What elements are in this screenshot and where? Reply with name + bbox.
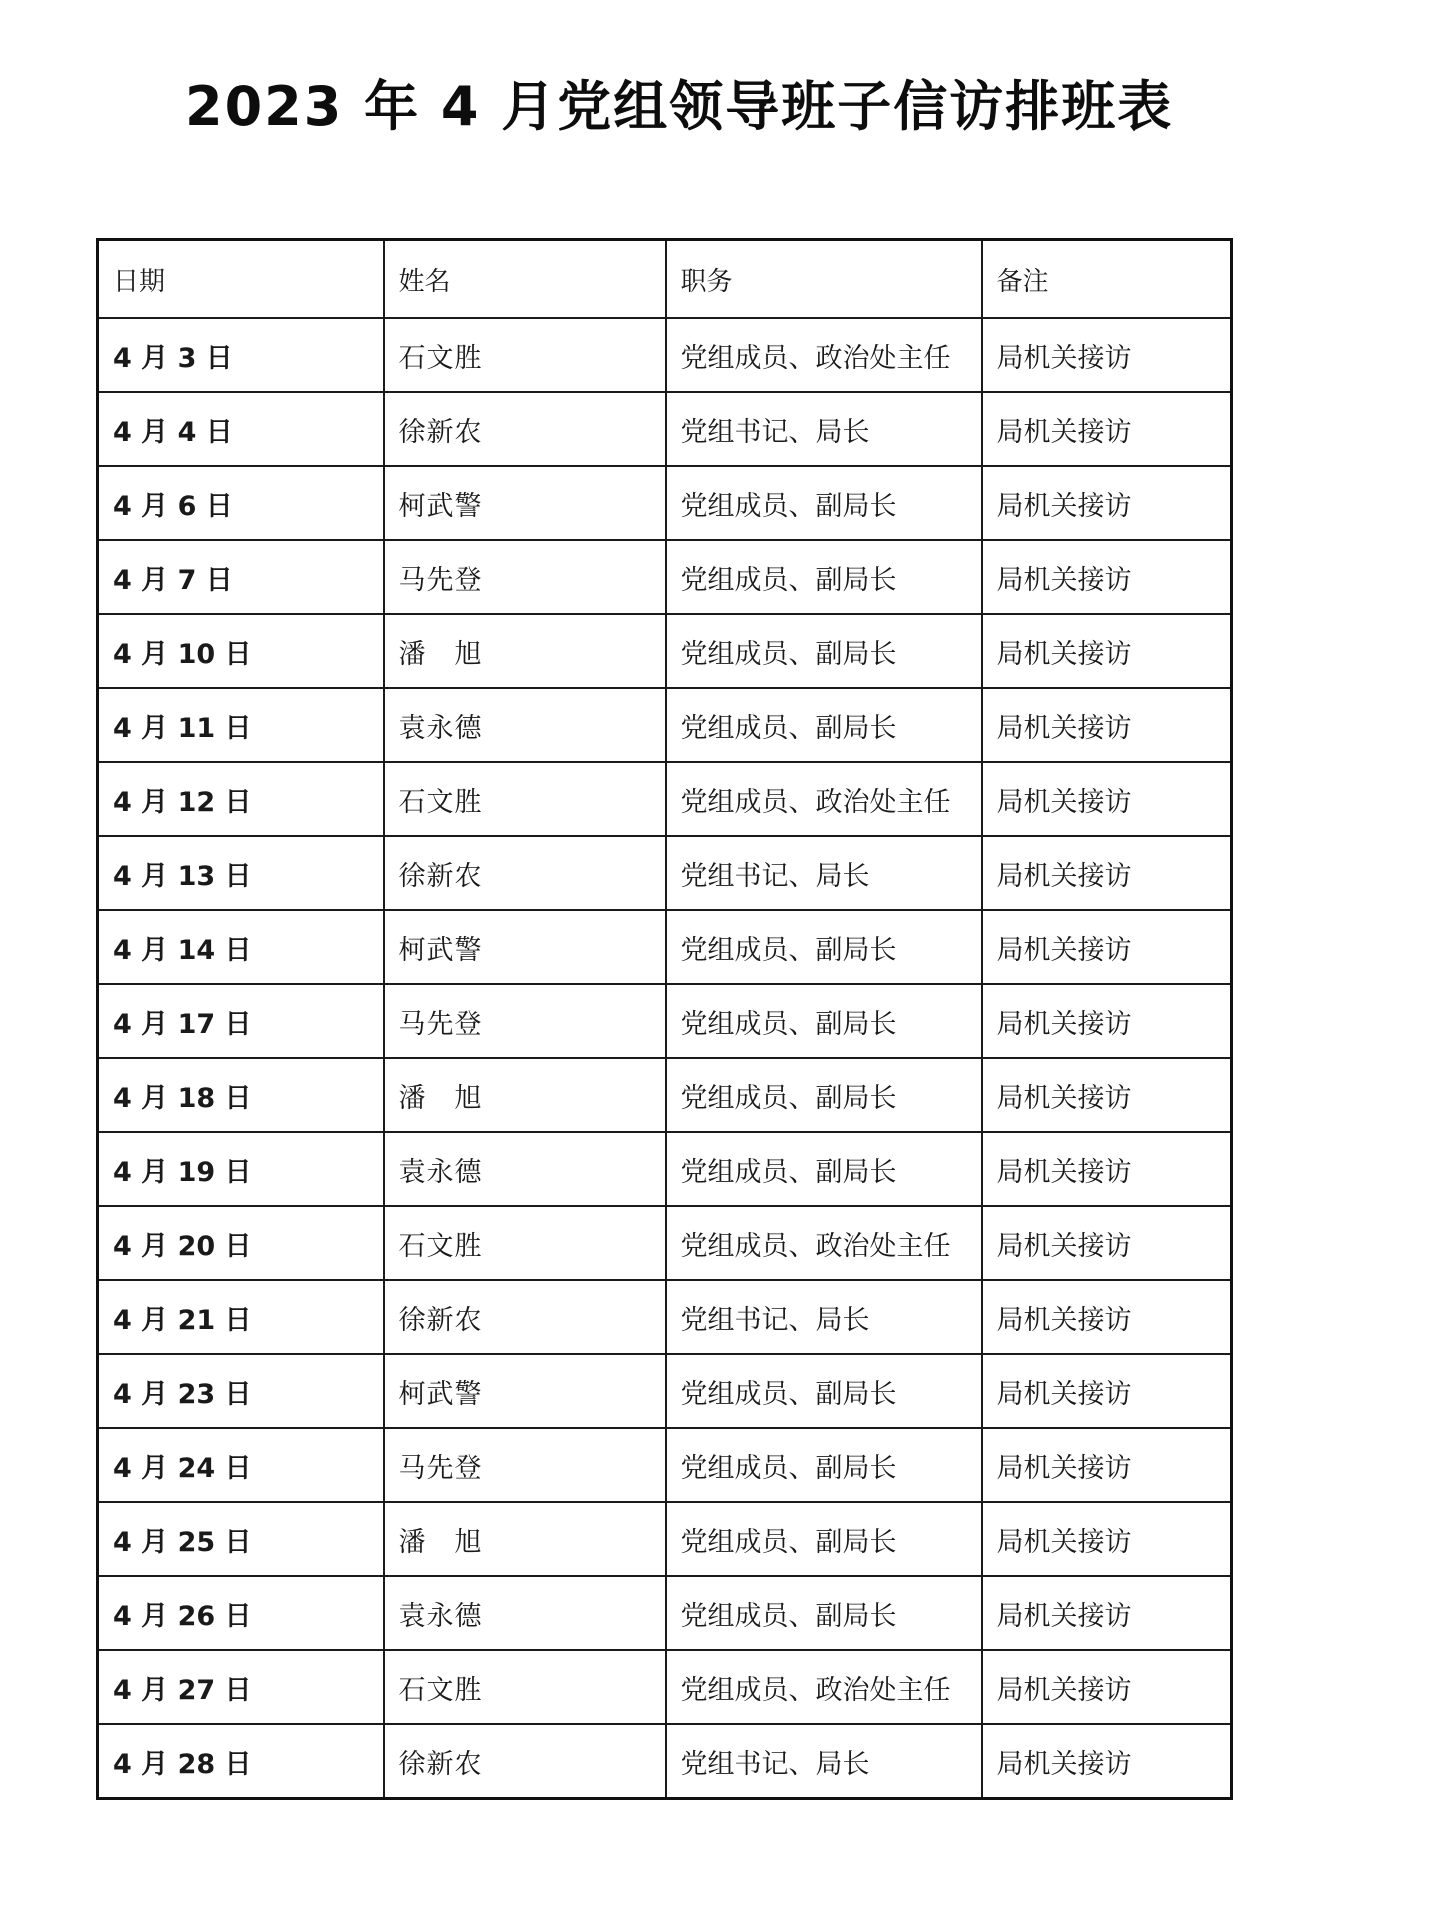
name-cell: 柯武警 xyxy=(384,910,666,984)
name-cell: 徐新农 xyxy=(384,1280,666,1354)
remarks-cell: 局机关接访 xyxy=(982,392,1232,466)
position-cell: 党组成员、政治处主任 xyxy=(666,1650,982,1724)
position-cell: 党组成员、副局长 xyxy=(666,1428,982,1502)
column-header-position: 职务 xyxy=(666,240,982,319)
table-row xyxy=(98,1058,1232,1132)
position-cell: 党组书记、局长 xyxy=(666,1280,982,1354)
remarks-cell: 局机关接访 xyxy=(982,688,1232,762)
name-cell: 潘 旭 xyxy=(384,1502,666,1576)
table-row xyxy=(98,984,1232,1058)
position-cell: 党组成员、副局长 xyxy=(666,1058,982,1132)
date-cell: 4 月 11 日 xyxy=(98,688,384,762)
position-cell: 党组书记、局长 xyxy=(666,836,982,910)
table-row xyxy=(98,1428,1232,1502)
date-cell: 4 月 28 日 xyxy=(98,1724,384,1799)
name-cell: 柯武警 xyxy=(384,466,666,540)
position-cell: 党组成员、副局长 xyxy=(666,984,982,1058)
name-cell: 袁永德 xyxy=(384,1576,666,1650)
position-cell: 党组成员、副局长 xyxy=(666,1502,982,1576)
remarks-cell: 局机关接访 xyxy=(982,1354,1232,1428)
position-cell: 党组成员、副局长 xyxy=(666,614,982,688)
table-row xyxy=(98,688,1232,762)
column-header-date: 日期 xyxy=(98,240,384,319)
position-cell: 党组书记、局长 xyxy=(666,1724,982,1799)
name-cell: 石文胜 xyxy=(384,762,666,836)
position-cell: 党组成员、副局长 xyxy=(666,910,982,984)
name-cell: 石文胜 xyxy=(384,1650,666,1724)
remarks-cell: 局机关接访 xyxy=(982,1280,1232,1354)
date-cell: 4 月 12 日 xyxy=(98,762,384,836)
date-cell: 4 月 21 日 xyxy=(98,1280,384,1354)
remarks-cell: 局机关接访 xyxy=(982,1724,1232,1799)
date-cell: 4 月 24 日 xyxy=(98,1428,384,1502)
column-header-name: 姓名 xyxy=(384,240,666,319)
position-cell: 党组成员、政治处主任 xyxy=(666,1206,982,1280)
name-cell: 柯武警 xyxy=(384,1354,666,1428)
remarks-cell: 局机关接访 xyxy=(982,1132,1232,1206)
date-cell: 4 月 4 日 xyxy=(98,392,384,466)
remarks-cell: 局机关接访 xyxy=(982,1502,1232,1576)
table-row xyxy=(98,762,1232,836)
name-cell: 潘 旭 xyxy=(384,1058,666,1132)
date-cell: 4 月 26 日 xyxy=(98,1576,384,1650)
remarks-cell: 局机关接访 xyxy=(982,540,1232,614)
date-cell: 4 月 19 日 xyxy=(98,1132,384,1206)
remarks-cell: 局机关接访 xyxy=(982,836,1232,910)
remarks-cell: 局机关接访 xyxy=(982,1428,1232,1502)
table-row xyxy=(98,1132,1232,1206)
date-cell: 4 月 10 日 xyxy=(98,614,384,688)
table-row xyxy=(98,1724,1232,1799)
remarks-cell: 局机关接访 xyxy=(982,1058,1232,1132)
position-cell: 党组成员、副局长 xyxy=(666,1354,982,1428)
table-header-row xyxy=(98,240,1232,319)
table-row xyxy=(98,1280,1232,1354)
table-row xyxy=(98,1206,1232,1280)
table-row xyxy=(98,614,1232,688)
remarks-cell: 局机关接访 xyxy=(982,614,1232,688)
date-cell: 4 月 20 日 xyxy=(98,1206,384,1280)
date-cell: 4 月 23 日 xyxy=(98,1354,384,1428)
date-cell: 4 月 18 日 xyxy=(98,1058,384,1132)
date-cell: 4 月 27 日 xyxy=(98,1650,384,1724)
name-cell: 马先登 xyxy=(384,540,666,614)
remarks-cell: 局机关接访 xyxy=(982,910,1232,984)
remarks-cell: 局机关接访 xyxy=(982,1650,1232,1724)
position-cell: 党组成员、副局长 xyxy=(666,540,982,614)
table-row xyxy=(98,540,1232,614)
table-row xyxy=(98,392,1232,466)
schedule-table xyxy=(96,238,1233,1800)
position-cell: 党组成员、政治处主任 xyxy=(666,318,982,392)
position-cell: 党组书记、局长 xyxy=(666,392,982,466)
table-row xyxy=(98,1650,1232,1724)
position-cell: 党组成员、副局长 xyxy=(666,1132,982,1206)
position-cell: 党组成员、副局长 xyxy=(666,688,982,762)
table-row xyxy=(98,1576,1232,1650)
name-cell: 马先登 xyxy=(384,1428,666,1502)
date-cell: 4 月 13 日 xyxy=(98,836,384,910)
position-cell: 党组成员、副局长 xyxy=(666,1576,982,1650)
remarks-cell: 局机关接访 xyxy=(982,466,1232,540)
date-cell: 4 月 6 日 xyxy=(98,466,384,540)
date-cell: 4 月 3 日 xyxy=(98,318,384,392)
table-row xyxy=(98,1354,1232,1428)
position-cell: 党组成员、政治处主任 xyxy=(666,762,982,836)
table-row xyxy=(98,836,1232,910)
name-cell: 马先登 xyxy=(384,984,666,1058)
column-header-remarks: 备注 xyxy=(982,240,1232,319)
document-title: 2023 年 4 月党组领导班子信访排班表 xyxy=(185,75,1174,138)
table-row xyxy=(98,318,1232,392)
name-cell: 石文胜 xyxy=(384,1206,666,1280)
name-cell: 徐新农 xyxy=(384,836,666,910)
table-row xyxy=(98,466,1232,540)
remarks-cell: 局机关接访 xyxy=(982,762,1232,836)
name-cell: 袁永德 xyxy=(384,688,666,762)
name-cell: 潘 旭 xyxy=(384,614,666,688)
date-cell: 4 月 25 日 xyxy=(98,1502,384,1576)
remarks-cell: 局机关接访 xyxy=(982,984,1232,1058)
remarks-cell: 局机关接访 xyxy=(982,1206,1232,1280)
name-cell: 石文胜 xyxy=(384,318,666,392)
name-cell: 徐新农 xyxy=(384,1724,666,1799)
name-cell: 袁永德 xyxy=(384,1132,666,1206)
date-cell: 4 月 7 日 xyxy=(98,540,384,614)
remarks-cell: 局机关接访 xyxy=(982,318,1232,392)
table-body xyxy=(98,318,1232,1799)
date-cell: 4 月 14 日 xyxy=(98,910,384,984)
position-cell: 党组成员、副局长 xyxy=(666,466,982,540)
table-row xyxy=(98,1502,1232,1576)
remarks-cell: 局机关接访 xyxy=(982,1576,1232,1650)
table-row xyxy=(98,910,1232,984)
name-cell: 徐新农 xyxy=(384,392,666,466)
date-cell: 4 月 17 日 xyxy=(98,984,384,1058)
